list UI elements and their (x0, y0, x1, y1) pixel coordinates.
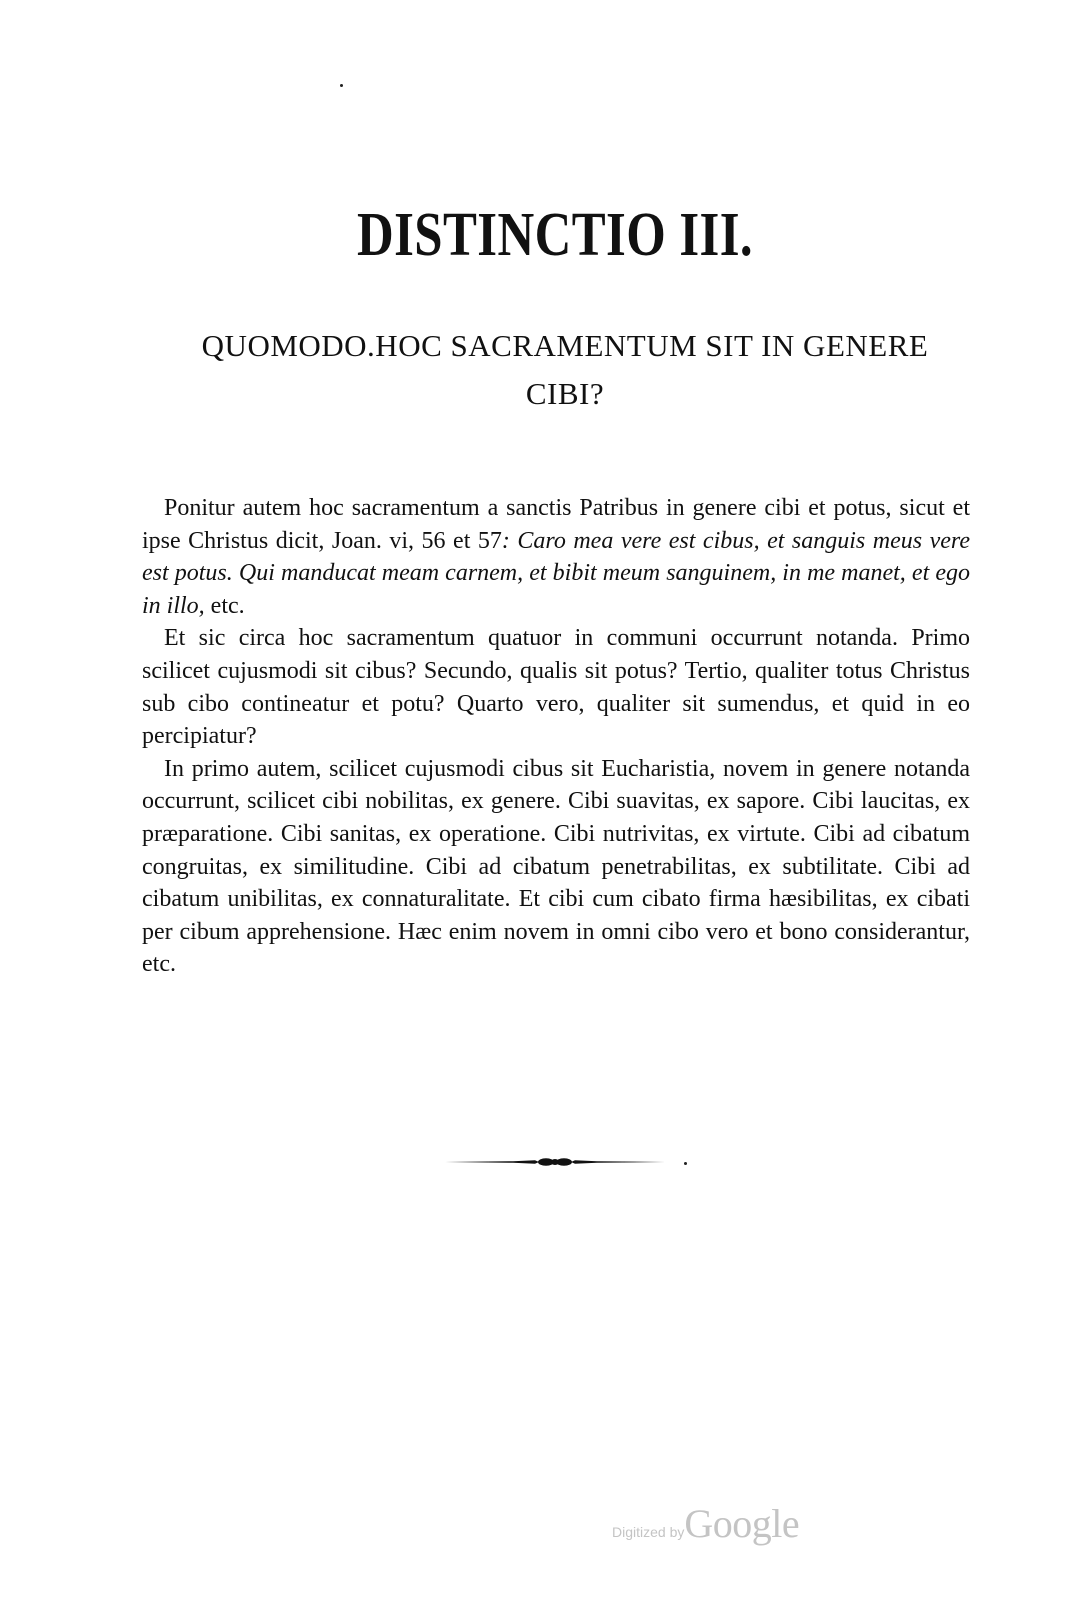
subtitle-line-2: CIBI? (525, 376, 605, 411)
chapter-subtitle (160, 322, 970, 418)
paragraph-1 (142, 492, 970, 622)
ink-speck (340, 84, 343, 87)
subtitle-line-1: QUOMODO.HOC SACRAMENTUM SIT IN GENERE (201, 328, 929, 363)
line-ornament-icon (443, 1152, 667, 1172)
ink-speck (684, 1162, 687, 1165)
digitized-label: Digitized by (612, 1524, 685, 1540)
paragraph-2: Et sic circa hoc sacramentum quatuor in communi occurrunt notanda. Primo scilicet cujusmodi sit cibus? Secundo, qualis sit potus? Tertio, qualiter totus Christus sub cibo contineatur et potu? Quarto vero, qualiter sit sumendus, et quid in eo percipiatur? (142, 625, 970, 750)
paragraph-1-end: etc. (204, 592, 245, 619)
paragraph-3: In primo autem, scilicet cujusmodi cibus sit Eucharistia, novem in genere notanda occurrunt, scilicet cibi nobilitas, ex genere. Cibi suavitas, ex sapore. Cibi laucitas, ex præparatione. Cibi sanitas, ex operatione. Cibi nutrivitas, ex virtute. Cibi ad cibatum congruitas, ex similitudine. Cibi ad cibatum penetrabilitas, ex subtilitate. Cibi ad cibatum unibilitas, ex connaturalitate. Et cibi cum cibato firma hæsibilitas, ex cibati per cibum apprehensione. Hæc enim novem in omni cibo vero et bono considerantur, etc. (142, 755, 970, 978)
scripture-quote: : Caro mea vere est cibus, et sanguis meus vere est potus. Qui manducat meam carnem, et bibit meum sanguinem, in me manet, et ego in illo, (142, 527, 971, 619)
digitized-watermark (612, 1500, 799, 1550)
page-title: DISTINCTIO III. (356, 201, 754, 269)
body-text (142, 492, 970, 981)
paragraph-1-text: Ponitur autem hoc sacramentum a sanctis Patribus in genere cibi et potus, sicut et ipse Christus dicit, Joan. vi, 56 et 57 (142, 495, 970, 554)
google-logo: Google (684, 1501, 800, 1546)
